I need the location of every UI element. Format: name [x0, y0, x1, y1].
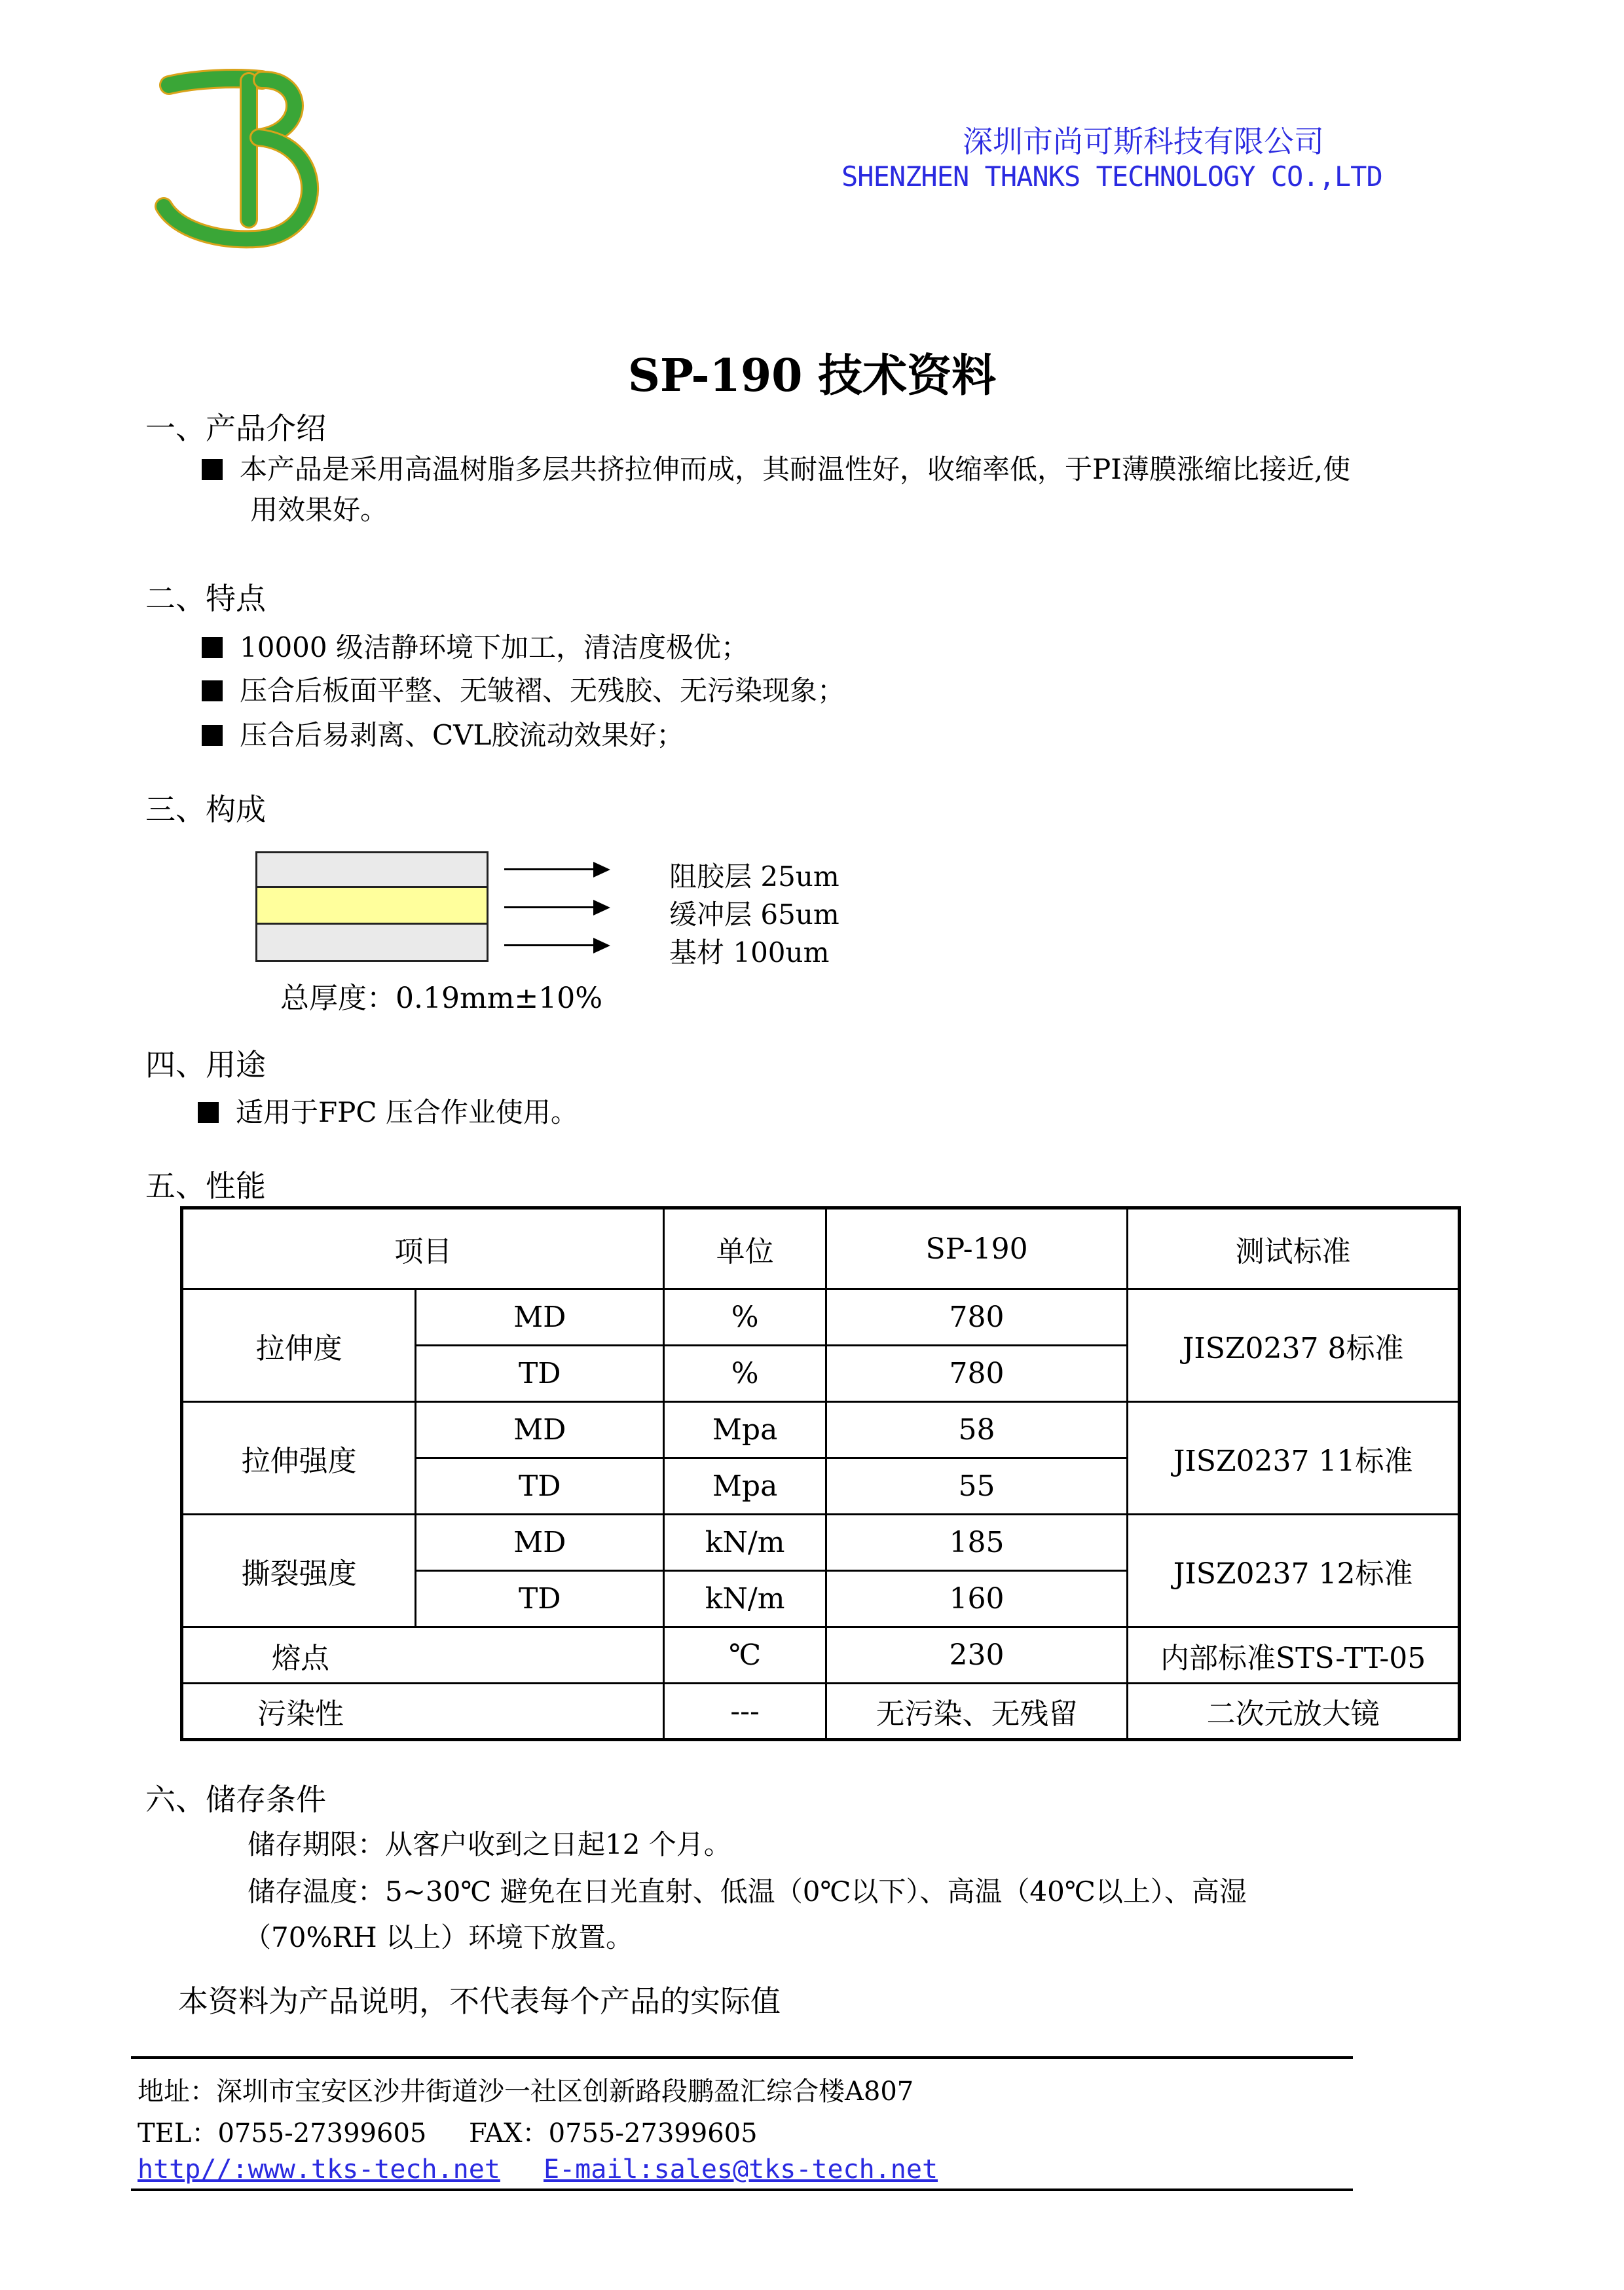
storage-temperature: 储存温度：5~30℃ 避免在日光直射、低温（0℃以下）、高温（40℃以上）、高湿: [248, 1875, 1247, 1908]
bullet-square-icon: [202, 725, 223, 746]
footer-address: 地址：深圳市宝安区沙井街道沙一社区创新路段鹏盈汇综合楼A807: [138, 2077, 914, 2107]
disclaimer: 本资料为产品说明，不代表每个产品的实际值: [178, 1984, 781, 2019]
header-unit: 单位: [664, 1208, 826, 1289]
unit: ---: [664, 1684, 826, 1740]
layer-label: 阻胶层 25um: [669, 860, 840, 893]
total-thickness: 总厚度：0.19mm±10%: [280, 982, 603, 1015]
value: 780: [826, 1346, 1127, 1402]
arrow-icon: [504, 868, 595, 870]
bullet-square-icon: [202, 459, 223, 480]
company-logo: [151, 52, 341, 249]
layer-buffer: [255, 888, 489, 925]
section-heading-performance: 五、性能: [145, 1168, 266, 1204]
layer-label: 缓冲层 65um: [669, 898, 840, 931]
footer-divider-bottom: [131, 2188, 1353, 2191]
unit: kN/m: [664, 1571, 826, 1627]
arrow-head-icon: [593, 900, 610, 915]
unit: Mpa: [664, 1402, 826, 1458]
unit: kN/m: [664, 1515, 826, 1571]
value: 230: [826, 1627, 1127, 1684]
intro-line-1: 本产品是采用高温树脂多层共挤拉伸而成，其耐温性好，收缩率低，于PI薄膜涨缩比接近,使: [202, 448, 1350, 487]
table-row: [182, 1684, 1460, 1740]
arrow-icon: [504, 906, 595, 908]
arrow-icon: [504, 944, 595, 946]
standard: 二次元放大镜: [1128, 1684, 1460, 1740]
property-name: 拉伸强度: [182, 1402, 416, 1515]
table-row: [182, 1515, 1460, 1571]
feature-item: 压合后易剥离、CVL胶流动效果好；: [202, 714, 684, 753]
direction: TD: [416, 1458, 664, 1515]
direction: TD: [416, 1571, 664, 1627]
table-header-row: [182, 1208, 1460, 1289]
intro-line-2: 用效果好。: [250, 494, 388, 526]
unit: %: [664, 1346, 826, 1402]
standard: 内部标准STS-TT-05: [1128, 1627, 1460, 1684]
layer-label: 基材 100um: [669, 936, 830, 969]
feature-item: 10000 级洁静环境下加工，清洁度极优；: [202, 626, 748, 665]
direction: MD: [416, 1402, 664, 1458]
standard: JISZ0237 11标准: [1128, 1402, 1460, 1515]
feature-item: 压合后板面平整、无皱褶、无残胶、无污染现象；: [202, 669, 845, 709]
layer-substrate: [255, 925, 489, 962]
value: 无污染、无残留: [826, 1684, 1127, 1740]
direction: MD: [416, 1515, 664, 1571]
standard: JISZ0237 8标准: [1128, 1289, 1460, 1402]
header-standard: 测试标准: [1128, 1208, 1460, 1289]
section-heading-features: 二、特点: [145, 581, 266, 616]
property-name: 拉伸度: [182, 1289, 416, 1402]
unit: ℃: [664, 1627, 826, 1684]
footer-fax: FAX：0755-27399605: [469, 2118, 758, 2149]
property-name: 撕裂强度: [182, 1515, 416, 1627]
value: 160: [826, 1571, 1127, 1627]
direction: MD: [416, 1289, 664, 1346]
section-heading-storage: 六、储存条件: [145, 1782, 326, 1817]
layer-release: [255, 851, 489, 888]
usage-item: 适用于FPC 压合作业使用。: [198, 1091, 578, 1130]
bullet-square-icon: [202, 637, 223, 658]
company-name-cn: 深圳市尚可斯科技有限公司: [963, 124, 1324, 159]
unit: %: [664, 1289, 826, 1346]
table-row: [182, 1402, 1460, 1458]
storage-humidity: （70%RH 以上）环境下放置。: [244, 1921, 633, 1953]
table-row: [182, 1627, 1460, 1684]
storage-period: 储存期限：从客户收到之日起12 个月。: [248, 1828, 731, 1860]
direction: TD: [416, 1346, 664, 1402]
footer-tel: TEL：0755-27399605: [138, 2118, 427, 2149]
value: 55: [826, 1458, 1127, 1515]
arrow-head-icon: [593, 862, 610, 877]
section-heading-structure: 三、构成: [145, 792, 266, 827]
email-link[interactable]: E-mail:sales@tks-tech.net: [544, 2154, 938, 2185]
footer-divider-top: [131, 2056, 1353, 2059]
value: 185: [826, 1515, 1127, 1571]
value: 780: [826, 1289, 1127, 1346]
table-row: [182, 1289, 1460, 1346]
standard: JISZ0237 12标准: [1128, 1515, 1460, 1627]
header-item: 项目: [182, 1208, 664, 1289]
value: 58: [826, 1402, 1127, 1458]
section-heading-intro: 一、产品介绍: [145, 411, 326, 446]
company-name-en: SHENZHEN THANKS TECHNOLOGY CO.,LTD: [841, 160, 1382, 193]
property-name: 熔点: [182, 1627, 664, 1684]
bullet-square-icon: [202, 680, 223, 701]
website-link[interactable]: http//:www.tks-tech.net: [138, 2154, 500, 2185]
unit: Mpa: [664, 1458, 826, 1515]
document-title: SP-190 技术资料: [627, 350, 997, 402]
property-name: 污染性: [182, 1684, 664, 1740]
bullet-square-icon: [198, 1102, 219, 1123]
header-product: SP-190: [826, 1208, 1127, 1289]
performance-table: [180, 1206, 1461, 1741]
arrow-head-icon: [593, 938, 610, 953]
section-heading-usage: 四、用途: [145, 1047, 266, 1082]
